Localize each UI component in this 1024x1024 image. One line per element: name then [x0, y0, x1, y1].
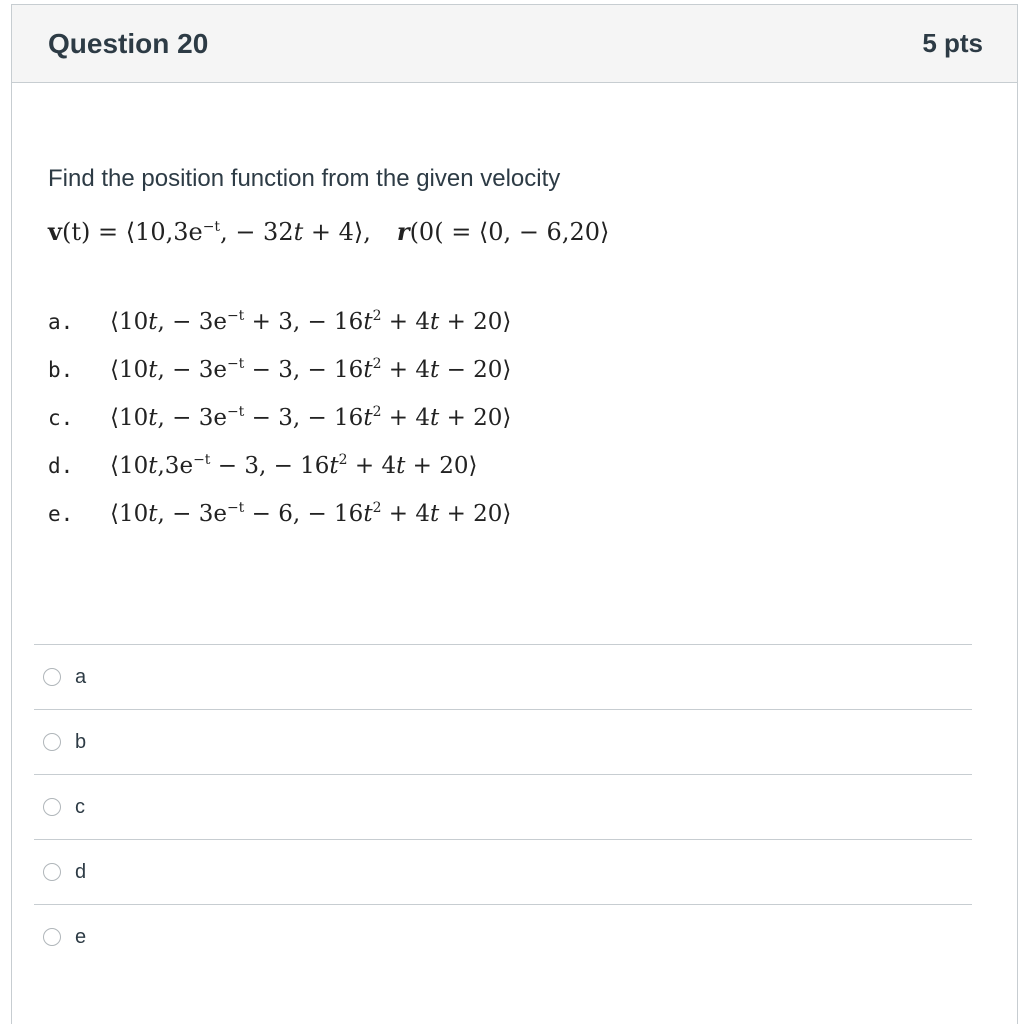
answer-option-d[interactable]: [34, 839, 972, 904]
question-header: [12, 5, 1017, 83]
answer-label[interactable]: c: [75, 795, 85, 818]
radio-button[interactable]: [43, 863, 61, 881]
choice-expression: ⟨10t, − $3e^{-t} + 3$, − $16t^2 + 4t$ + 20⟩: [110, 308, 512, 335]
velocity-symbol: v: [48, 217, 62, 246]
choice-expression: ⟨10t, − $3e^{-t} - 6$, − $16t^2 + 4t$ + 20⟩: [110, 500, 512, 527]
choice-row-a: [48, 298, 983, 346]
answer-label[interactable]: b: [75, 730, 87, 753]
choice-row-d: [48, 442, 983, 490]
answer-label[interactable]: d: [75, 860, 87, 883]
radio-button[interactable]: [43, 668, 61, 686]
choice-letter: b.: [48, 358, 74, 382]
question-points: 5 pts: [922, 28, 983, 58]
answer-option-c[interactable]: [34, 774, 972, 839]
choice-letter: a.: [48, 310, 74, 334]
radio-button[interactable]: [43, 733, 61, 751]
answer-options: [34, 644, 972, 969]
initial-condition: (0( = ⟨0, − 6,20⟩: [409, 218, 610, 246]
answer-label[interactable]: e: [75, 925, 87, 948]
answer-option-b[interactable]: [34, 709, 972, 774]
choice-row-e: [48, 490, 983, 538]
choice-row-c: [48, 394, 983, 442]
question-body: [12, 165, 1017, 538]
answer-label[interactable]: a: [75, 665, 87, 688]
velocity-mid: , − 32: [220, 218, 294, 246]
choice-expression: ⟨10t, − $3e^{-t} - 3$, − $16t^2 + 4t$ − 20⟩: [110, 356, 512, 383]
choice-list: [48, 298, 983, 538]
choice-letter: d.: [48, 454, 74, 478]
choice-letter: c.: [48, 406, 74, 430]
velocity-close: + 4⟩,: [303, 218, 371, 246]
velocity-equation: [48, 217, 983, 246]
choice-letter: e.: [48, 502, 74, 526]
velocity-arg: (t): [61, 218, 91, 246]
velocity-open: = ⟨10,3e: [90, 218, 203, 246]
velocity-t: t: [293, 218, 304, 246]
choice-row-b: [48, 346, 983, 394]
choice-expression: ⟨10t, − $3e^{-t} - 3$, − $16t^2 + 4t$ + 20⟩: [110, 404, 512, 431]
answer-option-a[interactable]: [34, 644, 972, 709]
question-prompt: Find the position function from the given velocity: [48, 165, 561, 192]
question-title: Question 20: [48, 27, 209, 59]
answer-option-e[interactable]: [34, 904, 972, 969]
radio-button[interactable]: [43, 928, 61, 946]
position-symbol: r: [396, 217, 410, 246]
velocity-exponent: −t: [202, 219, 221, 235]
radio-button[interactable]: [43, 798, 61, 816]
choice-expression: $⟨10t,3e^{-t} - 3$, − $16t^2 + 4t$ + 20⟩: [110, 452, 478, 479]
